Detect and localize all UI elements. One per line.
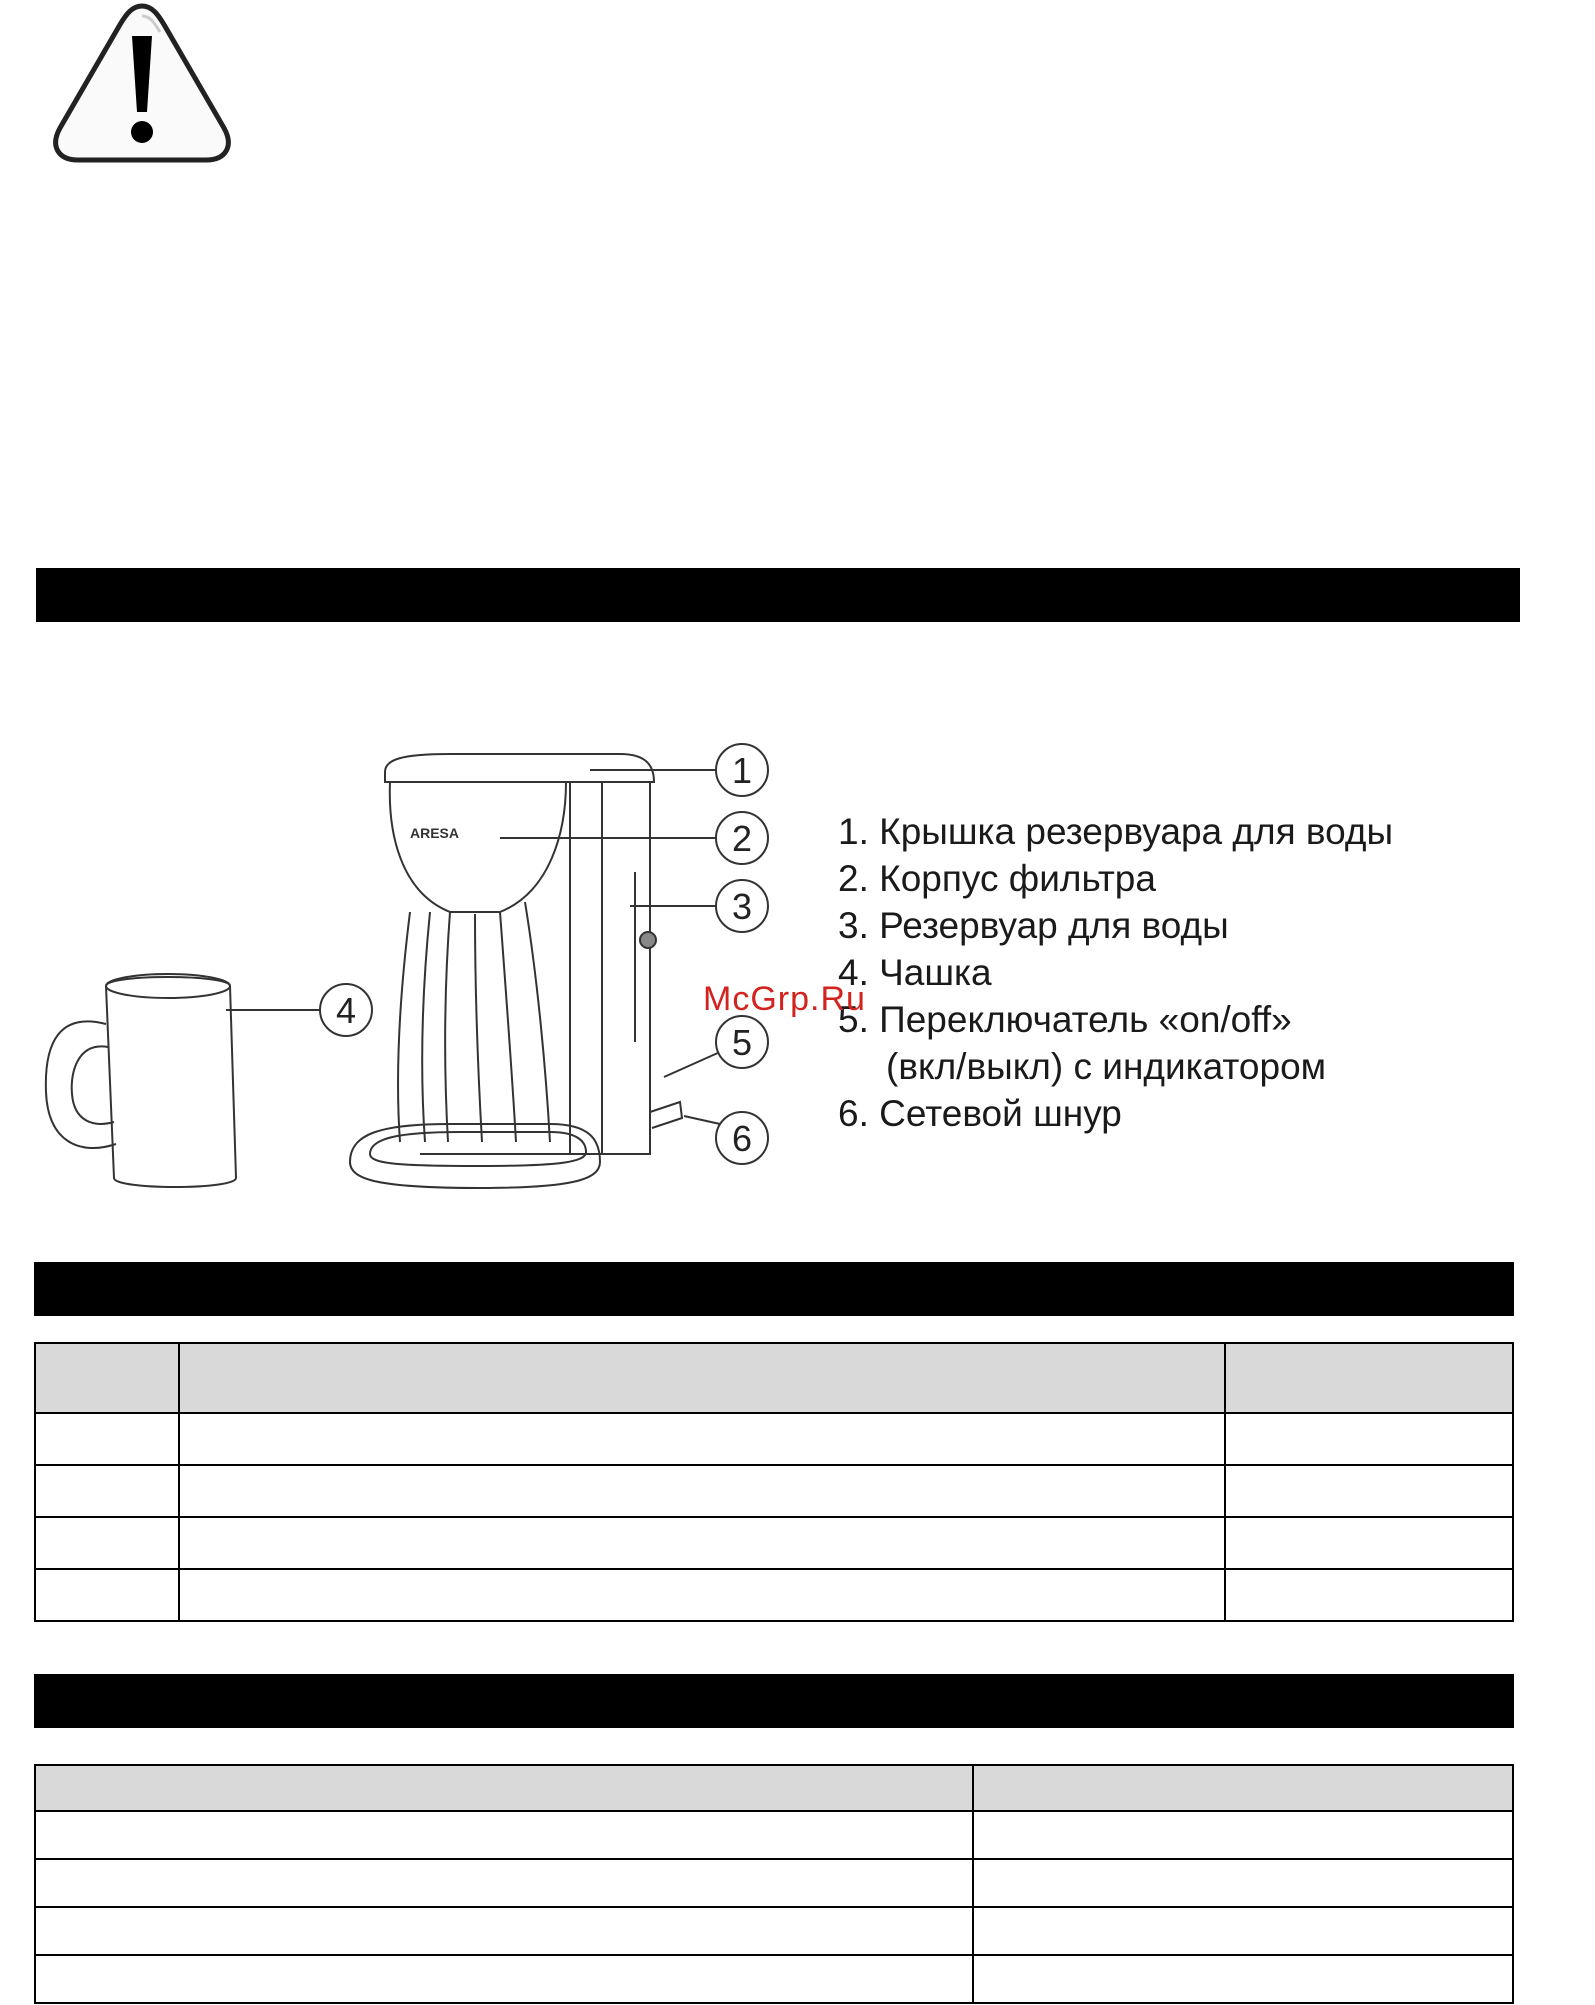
table-cell: [973, 1811, 1513, 1859]
warning-exclamation-icon: [48, 0, 236, 170]
parts-legend: [838, 808, 1538, 1137]
table-cell: [35, 1517, 179, 1569]
table-cell: [973, 1955, 1513, 2003]
legend-item: 3. Резервуар для воды: [838, 905, 1229, 946]
table-cell: [35, 1955, 973, 2003]
table-cell: [179, 1517, 1225, 1569]
table-row: [35, 1517, 1513, 1569]
table-cell: [973, 1859, 1513, 1907]
legend-item: 2. Корпус фильтра: [838, 858, 1156, 899]
table-cell: [179, 1569, 1225, 1621]
coffee-maker-diagram: [30, 742, 770, 1212]
contents-table: [34, 1342, 1514, 1622]
table-cell: [1225, 1517, 1513, 1569]
callout-label: 4: [335, 990, 357, 1031]
legend-item: (вкл/выкл) с индикатором: [886, 1046, 1327, 1087]
table-cell: [1225, 1569, 1513, 1621]
table-row: [35, 1907, 1513, 1955]
table-row: [35, 1859, 1513, 1907]
callout-label: 1: [731, 750, 753, 791]
callout-label: 6: [731, 1118, 753, 1159]
table-cell: [35, 1907, 973, 1955]
table-cell: [179, 1465, 1225, 1517]
section-header-bar: [34, 1674, 1514, 1728]
table-row: [35, 1811, 1513, 1859]
callout-label: 5: [731, 1022, 753, 1063]
table-cell: [973, 1765, 1513, 1811]
table-cell: [35, 1569, 179, 1621]
legend-item: 1. Крышка резервуара для воды: [838, 811, 1394, 852]
table-cell: [35, 1343, 179, 1413]
table-cell: [35, 1811, 973, 1859]
table-header-row: [35, 1343, 1513, 1413]
section-header-bar: [34, 1262, 1514, 1316]
table-cell: [35, 1765, 973, 1811]
watermark: McGrp.Ru: [703, 980, 866, 1018]
table-cell: [35, 1413, 179, 1465]
table-cell: [179, 1343, 1225, 1413]
table-row: [35, 1569, 1513, 1621]
table-cell: [35, 1465, 179, 1517]
table-row: [35, 1413, 1513, 1465]
section-header-bar: [36, 568, 1520, 622]
table-cell: [1225, 1343, 1513, 1413]
table-cell: [35, 1859, 973, 1907]
table-header-row: [35, 1765, 1513, 1811]
legend-item: 6. Сетевой шнур: [838, 1093, 1122, 1134]
table-cell: [179, 1413, 1225, 1465]
table-cell: [1225, 1465, 1513, 1517]
table-cell: [1225, 1413, 1513, 1465]
callout-label: 3: [731, 886, 753, 927]
table-row: [35, 1465, 1513, 1517]
legend-item: 5. Переключатель «on/off»: [838, 999, 1292, 1040]
brand-label: ARESA: [410, 825, 460, 841]
specs-table: [34, 1764, 1514, 2004]
legend-item: 4. Чашка: [838, 952, 992, 993]
table-row: [35, 1955, 1513, 2003]
table-cell: [973, 1907, 1513, 1955]
callout-label: 2: [731, 818, 753, 859]
